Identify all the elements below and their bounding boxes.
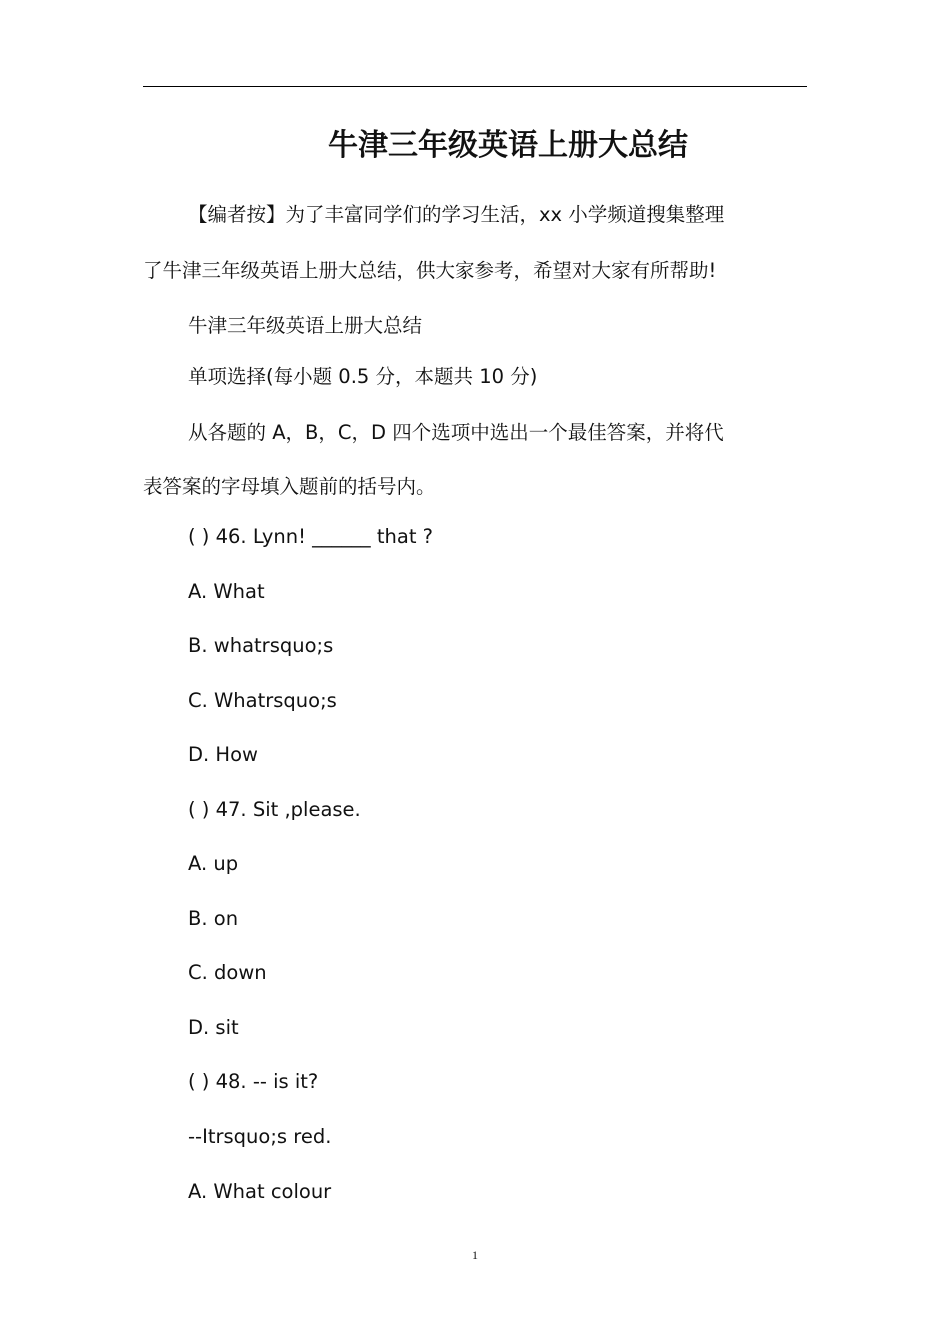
intro-paragraph-line-1: 【编者按】为了丰富同学们的学习生活，xx 小学频道搜集整理 [188,203,725,226]
subtitle: 牛津三年级英语上册大总结 [188,314,423,337]
section-heading: 单项选择(每小题 0.5 分，本题共 10 分) [188,365,538,388]
question-46-option-b: B. whatrsquo;s [188,634,334,657]
question-stem-48: ( ) 48. -- is it? [188,1070,319,1093]
question-47-option-c: C. down [188,961,267,984]
question-47-option-b: B. on [188,907,239,930]
document-title: 牛津三年级英语上册大总结 [328,128,688,163]
instruction-line-1: 从各题的 A，B，C，D 四个选项中选出一个最佳答案，并将代 [188,421,724,444]
page-number: 1 [472,1248,478,1262]
question-46-option-c: C. Whatrsquo;s [188,689,337,712]
intro-paragraph-line-2: 了牛津三年级英语上册大总结，供大家参考，希望对大家有所帮助! [143,259,717,282]
header-rule [143,86,807,87]
question-46-option-a: A. What [188,580,265,603]
instruction-line-2: 表答案的字母填入题前的括号内。 [143,475,436,498]
question-stem-47: ( ) 47. Sit ,please. [188,798,361,821]
question-47-option-d: D. sit [188,1016,239,1039]
question-48-answer-line: --Itrsquo;s red. [188,1125,332,1148]
question-stem-46: ( ) 46. Lynn! ______ that ? [188,525,434,548]
question-47-option-a: A. up [188,852,239,875]
question-46-option-d: D. How [188,743,258,766]
question-48-option-a: A. What colour [188,1180,332,1203]
